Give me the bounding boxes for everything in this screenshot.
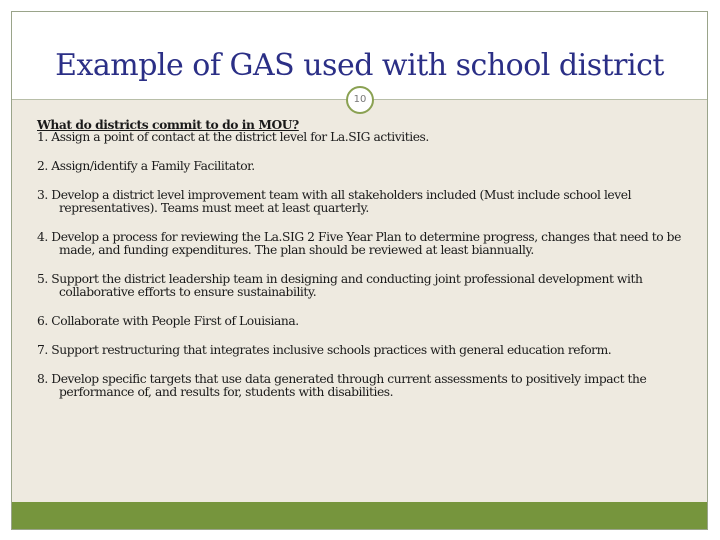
- list-item-3: 3. Develop a district level improvement team with all stakeholders included (Must include school level representatives). Teams must meet at least quarterly.: [37, 188, 632, 215]
- list-item-6: 6. Collaborate with People First of Louisiana.: [37, 314, 299, 328]
- slide-content: [37, 118, 687, 399]
- content-heading: What do districts commit to do in MOU?: [37, 117, 299, 132]
- list-item-8: 8. Develop specific targets that use data generated through current assessments to positively impact the performance of, and results for, students with disabilities.: [37, 372, 647, 399]
- list-item-2: 2. Assign/identify a Family Facilitator.: [37, 159, 255, 173]
- page-number-badge: 10: [346, 86, 374, 114]
- list-item-1: 1. Assign a point of contact at the district level for La.SIG activities.: [37, 130, 429, 144]
- list-item-7: 7. Support restructuring that integrates inclusive schools practices with general education reform.: [37, 343, 612, 357]
- slide-title: Example of GAS used with school district: [55, 48, 664, 83]
- bottom-bar: [12, 502, 707, 529]
- list-item-5: 5. Support the district leadership team in designing and conducting joint professional development with collaborative efforts to ensure sustainability.: [37, 272, 643, 299]
- list-item-4: 4. Develop a process for reviewing the La.SIG 2 Five Year Plan to determine progress, changes that need to be made, and funding expenditures. The plan should be reviewed at least biannually.: [37, 230, 681, 257]
